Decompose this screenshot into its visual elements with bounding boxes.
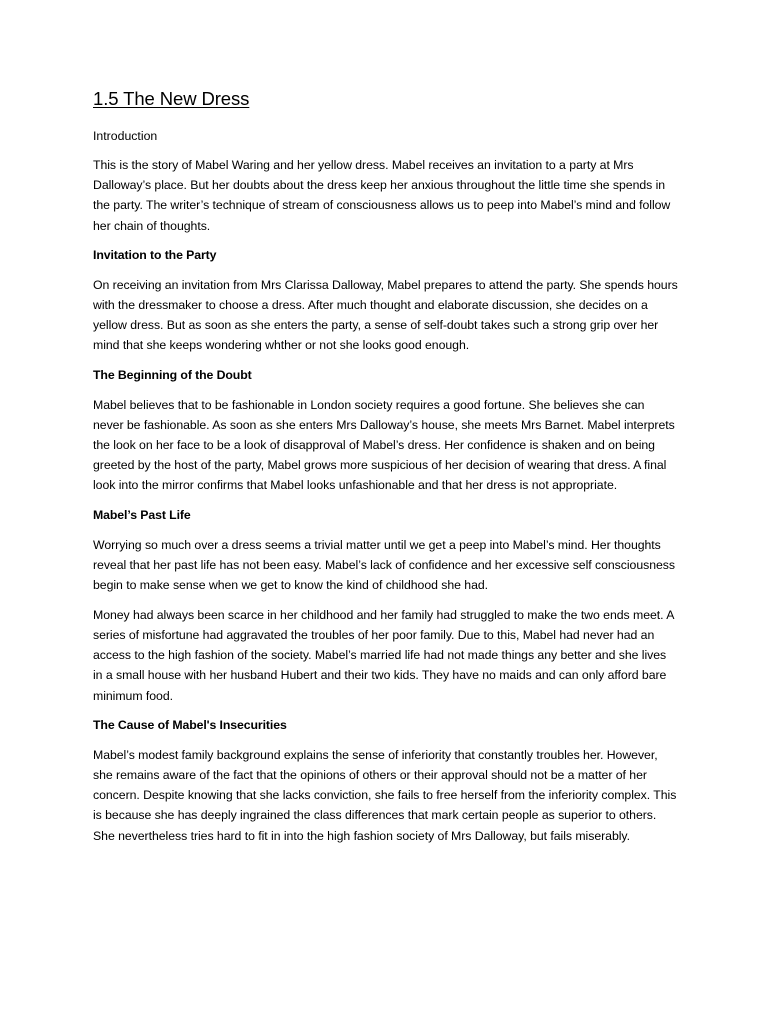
section-heading-past-life: Mabel’s Past Life <box>93 508 191 523</box>
section-heading-beginning-of-doubt: The Beginning of the Doubt <box>93 368 252 383</box>
section-paragraph-beginning-of-doubt: Mabel believes that to be fashionable in London society requires a good fortune. She believes she can never be fashionable. As soon as she enters Mrs Dalloway’s house, she meets Mrs Barnet. Mabel interprets the look on her face to be a look of disapproval of Mabel’s dress. Her confidence is shaken and on being greeted by the host of the party, Mabel grows more suspicious of her decision of wearing that dress. A final look into the mirror confirms that Mabel looks unfashionable and that her dress is not appropriate. <box>93 397 675 493</box>
introduction-label: Introduction <box>93 129 158 143</box>
section-paragraph-invitation: On receiving an invitation from Mrs Clarissa Dalloway, Mabel prepares to attend the party. She spends hours with the dressmaker to choose a dress. After much thought and elaborate discussion, she decides on a yellow dress. But as soon as she enters the party, a sense of self-doubt takes such a strong grip over her mind that she keeps wondering whther or not she looks good enough. <box>93 277 678 353</box>
section-paragraph-past-life-1: Worrying so much over a dress seems a trivial matter until we get a peep into Mabel’s mind. Her thoughts reveal that her past life has not been easy. Mabel’s lack of confidence and her excessive self consciousness begin to make sense when we get to know the kind of childhood she had. <box>93 537 675 593</box>
section-paragraph-insecurities: Mabel’s modest family background explains the sense of inferiority that constantly troubles her. However, she remains aware of the fact that the opinions of others or their approval should not be a matter of her concern. Despite knowing that she lacks conviction, she fails to free herself from the inferiority complex. This is because she has deeply ingrained the class differences that mark certain people as superior to others. She nevertheless tries hard to fit in into the high fashion society of Mrs Dalloway, but fails miserably. <box>93 747 677 843</box>
introduction-paragraph: This is the story of Mabel Waring and her yellow dress. Mabel receives an invitation to a party at Mrs Dalloway’s place. But her doubts about the dress keep her anxious throughout the little time she spends in the party. The writer’s technique of stream of consciousness allows us to peep into Mabel’s mind and follow her chain of thoughts. <box>93 158 671 233</box>
document-page <box>93 86 678 855</box>
section-heading-insecurities: The Cause of Mabel's Insecurities <box>93 718 287 733</box>
document-title: 1.5 The New Dress <box>93 88 250 109</box>
section-heading-invitation: Invitation to the Party <box>93 248 217 263</box>
section-paragraph-past-life-2: Money had always been scarce in her childhood and her family had struggled to make the two ends meet. A series of misfortune had aggravated the troubles of her poor family. Due to this, Mabel had never had an access to the high fashion of the society. Mabel’s married life had not made things any better and she lives in a small house with her husband Hubert and their two kids. They have no maids and can only afford bare minimum food. <box>93 607 674 703</box>
